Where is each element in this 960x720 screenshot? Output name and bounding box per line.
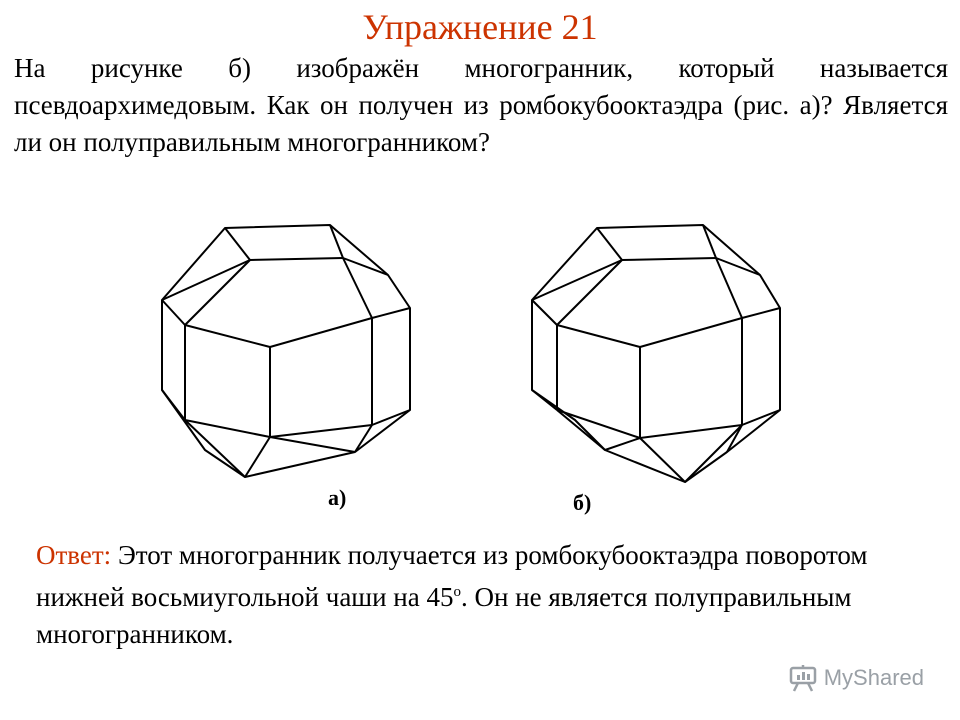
watermark-text: MyShared (823, 665, 924, 690)
slide-title: Упражнение 21 (362, 7, 598, 47)
answer-block (36, 537, 936, 653)
answer-text-part2: . Он не является полуправильным многогранником. (36, 582, 852, 649)
question-text: На рисунке б) изображён многогранник, который называется псевдоархимедовым. Как он получен из ромбокубооктаэдра (рис. а)? Является ли он полуправильным многогранником? (14, 53, 948, 157)
polyhedron-figure-b (0, 180, 960, 520)
answer-text-part1: Этот многогранник получается из ромбокубооктаэдра поворотом нижней восьмиугольной чаши на 45 (36, 540, 868, 612)
watermark (788, 664, 924, 692)
figure-label-b: б) (573, 490, 592, 515)
presentation-board-icon (788, 664, 818, 692)
answer-label: Ответ: (36, 540, 112, 570)
degree-mark: о (453, 584, 461, 600)
figures-area (0, 180, 960, 520)
figure-label-a: а) (328, 485, 347, 510)
